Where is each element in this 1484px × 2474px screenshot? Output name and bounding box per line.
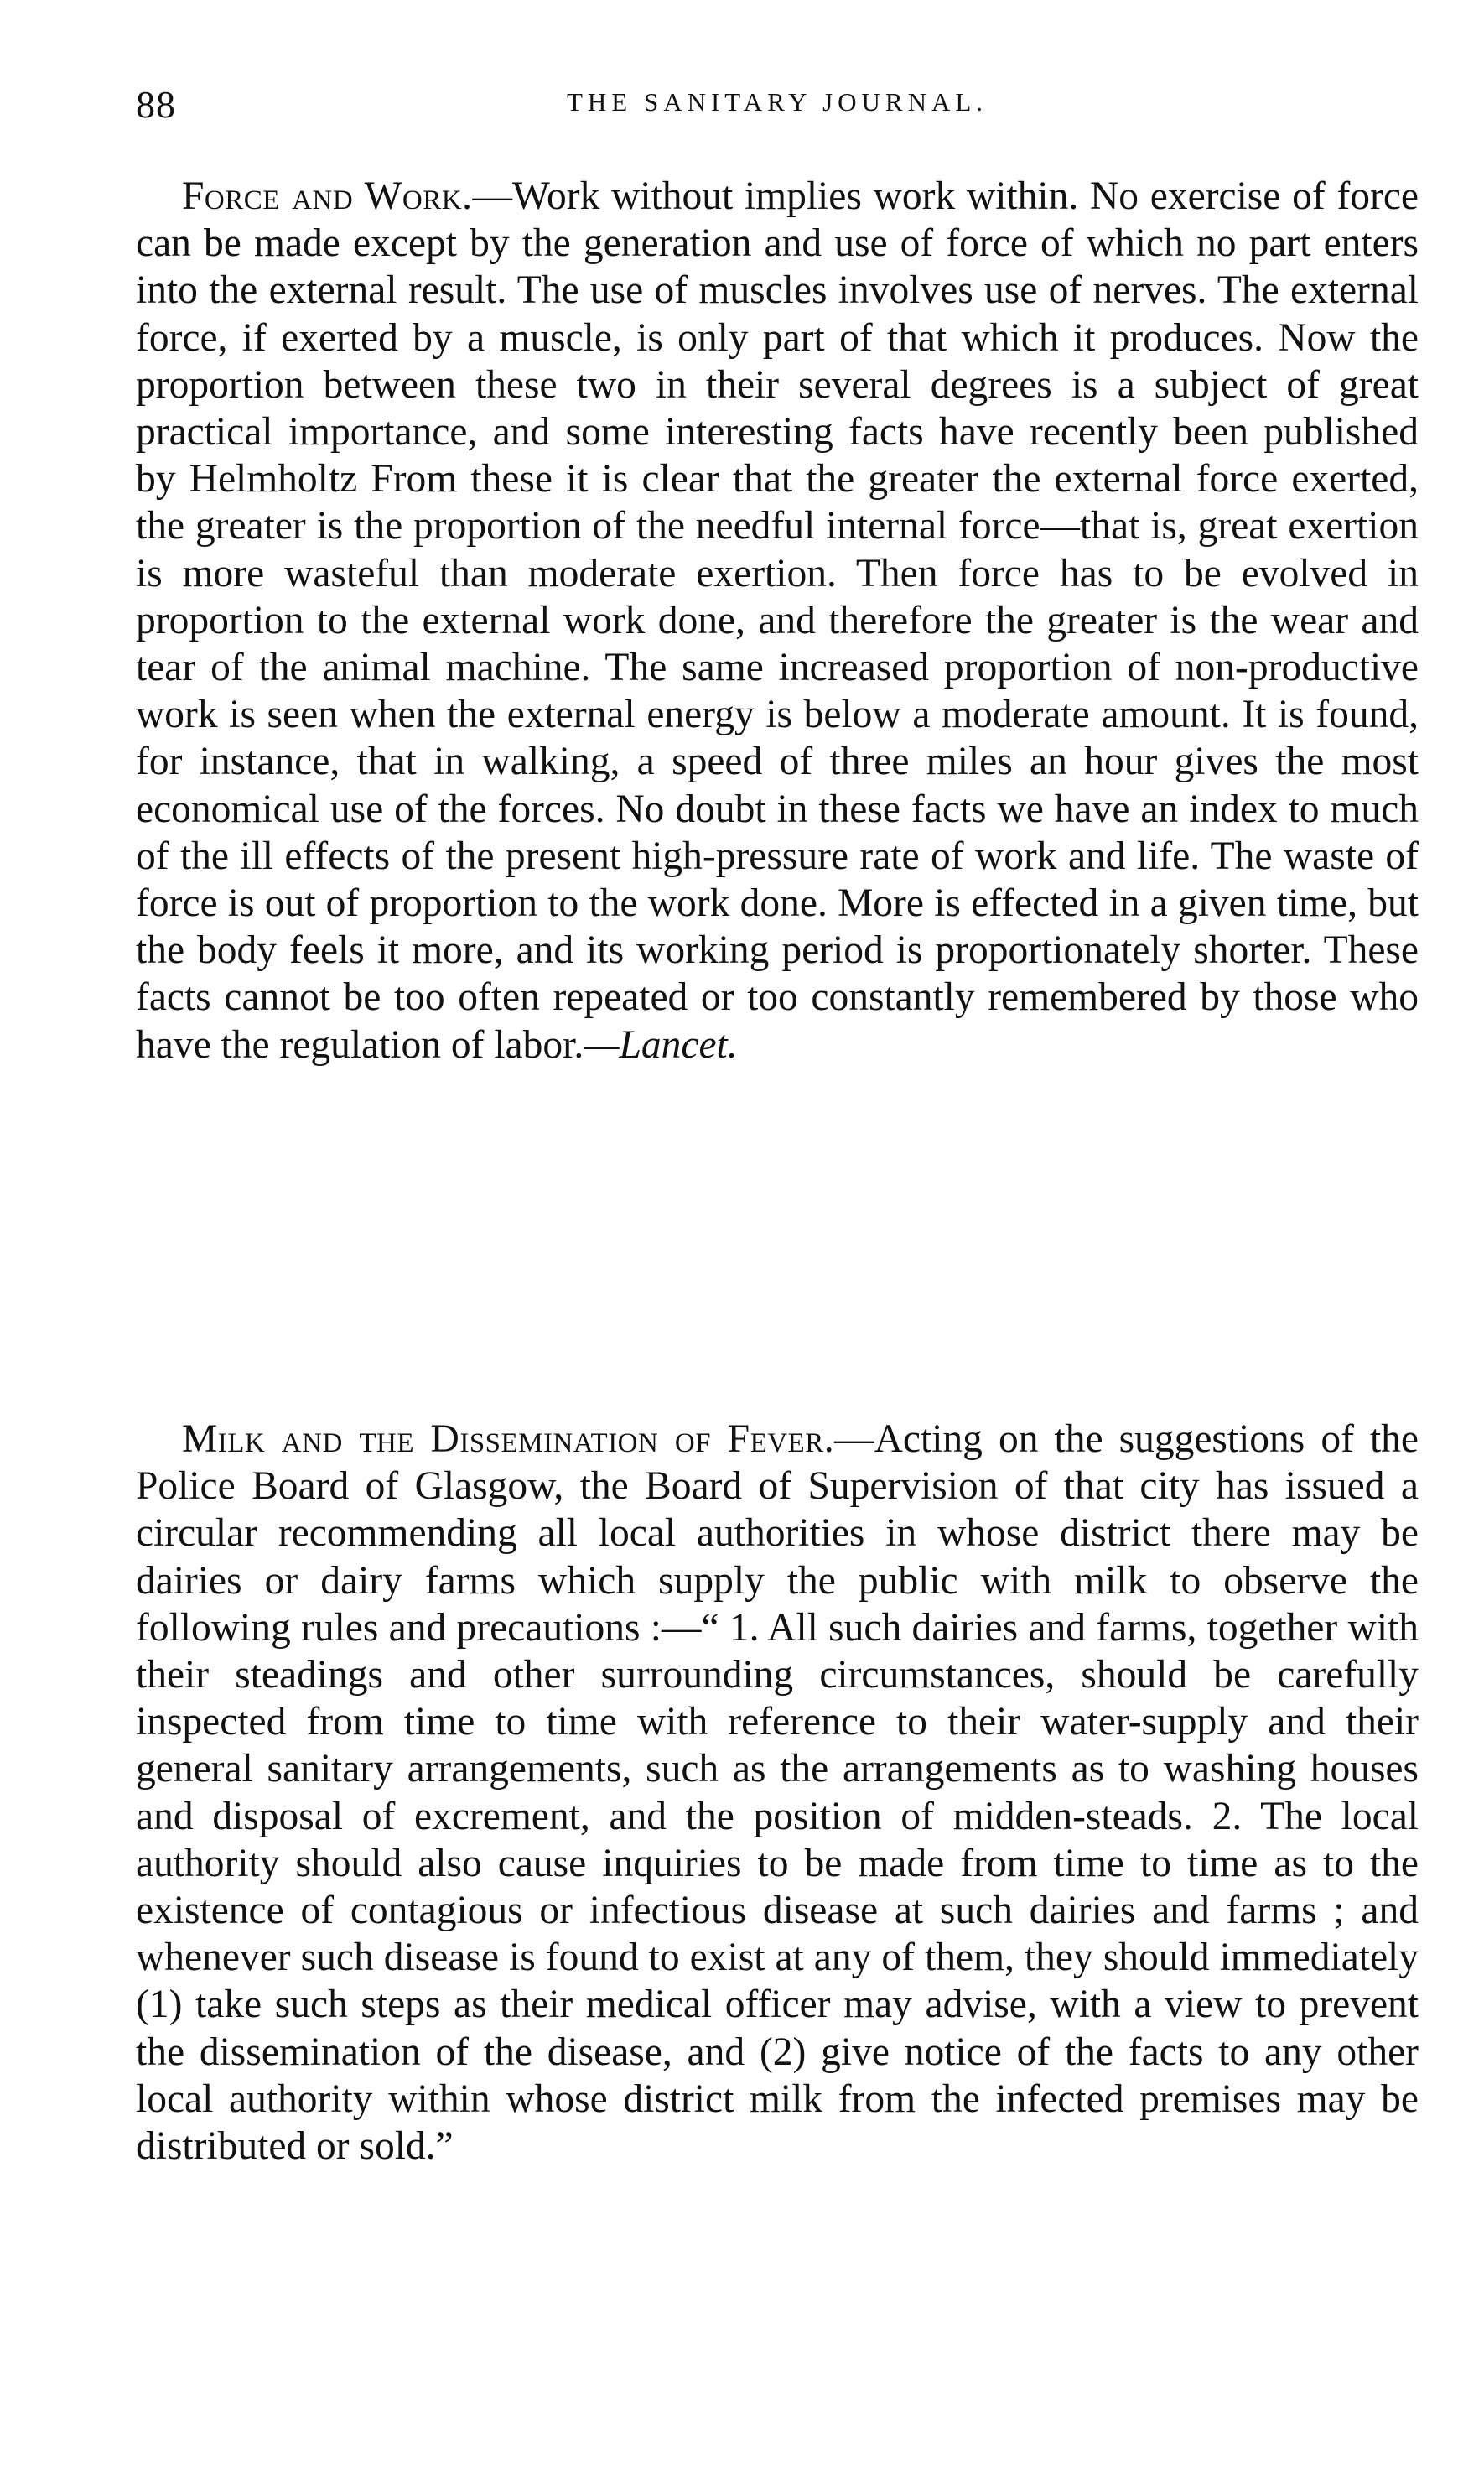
page-number: 88 [136, 83, 176, 126]
journal-title: THE SANITARY JOURNAL. [566, 87, 988, 117]
running-head [136, 82, 1419, 133]
article-body: —Work without implies work within. No exercise of force can be made except by the generation and use of force of which no part enters into the external result. The use of muscles involves use of nerves. The external force, if exerted by a muscle, is only part of that which it produces. Now the proportion between these two in their several degrees is a subject of great practical importance, and some interesting facts have recently been published by Helmholtz From these it is clear that the greater the external force exerted, the greater is the proportion of the needful internal force—that is, great exertion is more wasteful than moderate exertion. Then force has to be evolved in proportion to the external work done, and therefore the greater is the wear and tear of the animal machine. The same increased proportion of non-productive work is seen when the external energy is below a moderate amount. It is found, for instance, that in walking, a speed of three miles an hour gives the most economical use of the forces. No doubt in these facts we have an index to much of the ill effects of the present high-pressure rate of work and life. The waste of force is out of proportion to the work done. More is effected in a given time, but the body feels it more, and its working period is proportionately shorter. These facts cannot be too often repeated or too constantly remembered by those who have the regulation of labor. [136, 174, 1419, 1067]
article-paragraph [136, 1416, 1419, 2170]
article-force-and-work [136, 173, 1419, 1068]
article-body: —Acting on the suggestions of the Police Board of Glasgow, the Board of Supervision of that city has issued a circular recommending all local authorities in whose district there may be dairies or dairy farms which supply the public with milk to observe the following rules and precautions :—“ 1. All such dairies and farms, together with their steadings and other surrounding circumstances, should be carefully inspected from time to time with reference to their water-supply and their general sanitary arrangements, such as the arrangements as to washing houses and disposal of excrement, and the position of midden-steads. 2. The local authority should also cause inquiries to be made from time to time as to the existence of contagious or infectious disease at such dairies and farms ; and whenever such disease is found to exist at any of them, they should immediately (1) take such steps as their medical officer may advise, with a view to prevent the dissemination of the disease, and (2) give notice of the facts to any other local authority within whose district milk from the infected premises may be distributed or sold.” [136, 1417, 1419, 2169]
article-milk-and-fever [136, 1416, 1419, 2170]
article-source: —Lancet. [584, 1022, 738, 1067]
article-heading: Milk and the Dissemination of Fever. [182, 1417, 835, 1461]
article-paragraph [136, 173, 1419, 1068]
journal-page [136, 0, 1419, 2474]
article-heading: Force and Work. [182, 174, 473, 218]
